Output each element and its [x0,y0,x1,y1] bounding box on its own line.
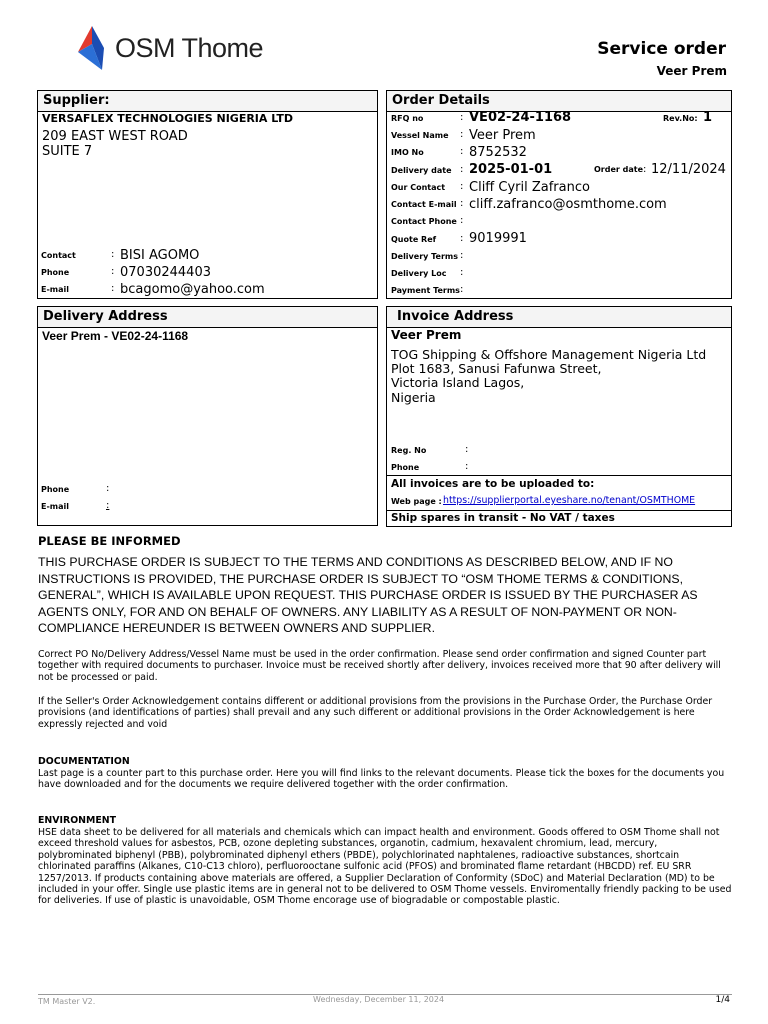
vat-note: Ship spares in transit - No VAT / taxes [391,512,615,524]
invoice-address-3: Victoria Island Lagos, [391,375,525,390]
supplier-address-1: 209 EAST WEST ROAD [42,129,188,144]
rfq-label: RFQ no [391,114,424,123]
delivery-terms-label: Delivery Terms [391,252,458,261]
supplier-box: Supplier: VERSAFLEX TECHNOLOGIES NIGERIA LTD 209 EAST WEST ROAD SUITE 7 Contact : BISI AGOMO Phone : 07030244403 E-mail : bcagomo@yahoo.com [37,90,378,299]
imo-number: 8752532 [469,145,527,160]
company-logo [78,26,106,70]
supplier-address-2: SUITE 7 [42,144,93,159]
supplier-phone-label: Phone [41,268,70,277]
supplier-name: VERSAFLEX TECHNOLOGIES NIGERIA LTD [42,112,294,125]
invoice-address-1: TOG Shipping & Offshore Management Nigeria Ltd [391,347,707,362]
logo-mark-icon [78,26,106,70]
document-title: Service order [597,39,726,59]
supplier-email-label: E-mail [41,285,70,294]
web-page-label: Web page : [391,497,442,506]
delivery-phone-label: Phone [41,485,70,494]
delivery-loc-label: Delivery Loc [391,269,447,278]
order-details-heading: Order Details [387,91,731,112]
quote-ref: 9019991 [469,231,527,246]
quote-ref-label: Quote Ref [391,235,437,244]
order-date-label: Order date [594,165,644,174]
acknowledgement-clause: If the Seller's Order Acknowledgement contains different or additional provisions from the provisions in the Purchase Order, the Purchase Order provisions (and identifications of parties) shall prevail and any such different or additional provisions in the Order Acknowledgement is here expressly rejected and void [38,696,713,730]
brand-name: OSM Thome [115,33,264,63]
contact-email: cliff.zafranco@osmthome.com [469,197,667,212]
delivery-address-line: Veer Prem - VE02-24-1168 [42,329,189,343]
supplier-contact: BISI AGOMO [120,248,200,263]
delivery-email-label: E-mail [41,502,70,511]
vessel-name: Veer Prem [469,128,536,143]
document-subtitle: Veer Prem [656,64,727,78]
contact-email-label: Contact E-mail [391,200,457,209]
invoice-name: Veer Prem [391,328,462,342]
contact-phone-label: Contact Phone [391,217,457,226]
vessel-label: Vessel Name [391,131,449,140]
delivery-address-heading: Delivery Address [38,307,377,328]
payment-terms-label: Payment Terms [391,286,460,295]
rev-label: Rev.No: [663,114,698,123]
invoice-phone-label: Phone [391,463,420,472]
supplier-email: bcagomo@yahoo.com [120,282,265,297]
delivery-date-label: Delivery date [391,166,452,175]
documentation-heading: DOCUMENTATION [38,756,130,767]
environment-text: HSE data sheet to be delivered for all materials and chemicals which can impact health and environment. Goods offered to OSM Thome shall not exceed threshold values for asbestos, PCB, ozone depleting substances, organotin, cadmium, hexavalent chromium, lead, mercury, polybrominated biphenyl (PBB), polybrominated diphenyl ethers (PBDE), polychlorinated naphtalenes, radioactive substances, shortcain chlorinated paraffins (Alkanes, C10-C13 chloro), perfluorooctane sulfonic acid (PFOS) and brominated flame retardant (HBCDD) ref. EU SRR 1257/2013. If products containing above materials are offered, a Supplier Declaration of Conformity (SDoC) and Material Declaration (MD) to be included in your offer. Single use plastic items are in general not to be delivered to OSM Thome vessels. Enviromentally friendly packing to be used for deliveries. If use of plastic is unavoidable, OSM Thome encorage use of biogradable or compostable plastic. [38,827,732,907]
delivery-address-box: Delivery Address Veer Prem - VE02-24-1168 Phone : E-mail : [37,306,378,526]
order-date: 12/11/2024 [651,162,726,177]
order-details-box: Order Details RFQ no : VE02-24-1168 Rev.No: 1 Vessel Name : Veer Prem IMO No : 8752532 Delivery date : 2025-01-01 Order date : 12/11/2024 Our Contact : Cliff Cyril Zafranco Contact E-mail : cliff.zafranco@osmthome.com Contact Phone : Quote Ref : 9019991 Delivery Terms : Delivery Loc : Payment Terms : [386,90,732,299]
imo-label: IMO No [391,148,424,157]
supplier-phone: 07030244403 [120,265,211,280]
invoice-upload-title: All invoices are to be uploaded to: [391,478,595,490]
invoice-address-2: Plot 1683, Sanusi Fafunwa Street, [391,361,602,376]
delivery-date: 2025-01-01 [469,162,553,177]
rfq-number: VE02-24-1168 [469,110,572,125]
invoice-address-4: Nigeria [391,390,436,405]
po-instructions: Correct PO No/Delivery Address/Vessel Name must be used in the order confirmation. Please send order confirmation and signed Counter part together with required documents to purchaser. Invoice must be received shortly after delivery, invoices received more that 90 after delivery will not be processed or paid. [38,649,721,683]
supplier-portal-link[interactable]: https://supplierportal.eyeshare.no/tenant/OSMTHOME [443,495,696,506]
informed-text: THIS PURCHASE ORDER IS SUBJECT TO THE TERMS AND CONDITIONS AS DESCRIBED BELOW, AND IF NO INSTRUCTIONS IS PROVIDED, THE PURCHASE ORDER IS SUBJECT TO “OSM THOME TERMS & CONDITIONS, GENERAL”, WHICH IS AVAILABLE UPON REQUEST. THIS PURCHASE ORDER IS ISSUED BY THE PURCHASER AS AGENTS ONLY, FOR AND ON BEHALF OF OWNERS. ANY LIABILITY AS A RESULT OF NON-PAYMENT OR NON-COMPLIANCE HEREUNDER IS BETWEEN OWNERS AND SUPPLIER. [38,555,698,635]
supplier-contact-label: Contact [41,251,76,260]
footer-left: TM Master V2. [38,997,96,1006]
environment-heading: ENVIRONMENT [38,815,117,826]
our-contact-label: Our Contact [391,183,446,192]
rev-number: 1 [703,110,713,125]
documentation-text: Last page is a counter part to this purchase order. Here you will find links to the relevant documents. Please tick the boxes for the documents you have downloaded and for the documents we require delivered together with the order confirmation. [38,768,725,791]
our-contact: Cliff Cyril Zafranco [469,180,590,195]
supplier-heading: Supplier: [38,91,377,112]
page-number: 1/4 [715,995,730,1005]
footer-date: Wednesday, December 11, 2024 [313,995,445,1004]
invoice-address-heading: Invoice Address [387,307,731,328]
invoice-address-box: Invoice Address Veer Prem TOG Shipping & Offshore Management Nigeria Ltd Plot 1683, Sanusi Fafunwa Street, Victoria Island Lagos, Nigeria Reg. No : Phone : All invoices are to be uploaded to: Web page : https://supplierportal.eyeshare.no/tenant/OSMTHOME Ship spares in transit - No VAT / taxes [386,306,732,527]
reg-no-label: Reg. No [391,446,427,455]
informed-heading: PLEASE BE INFORMED [38,534,181,548]
